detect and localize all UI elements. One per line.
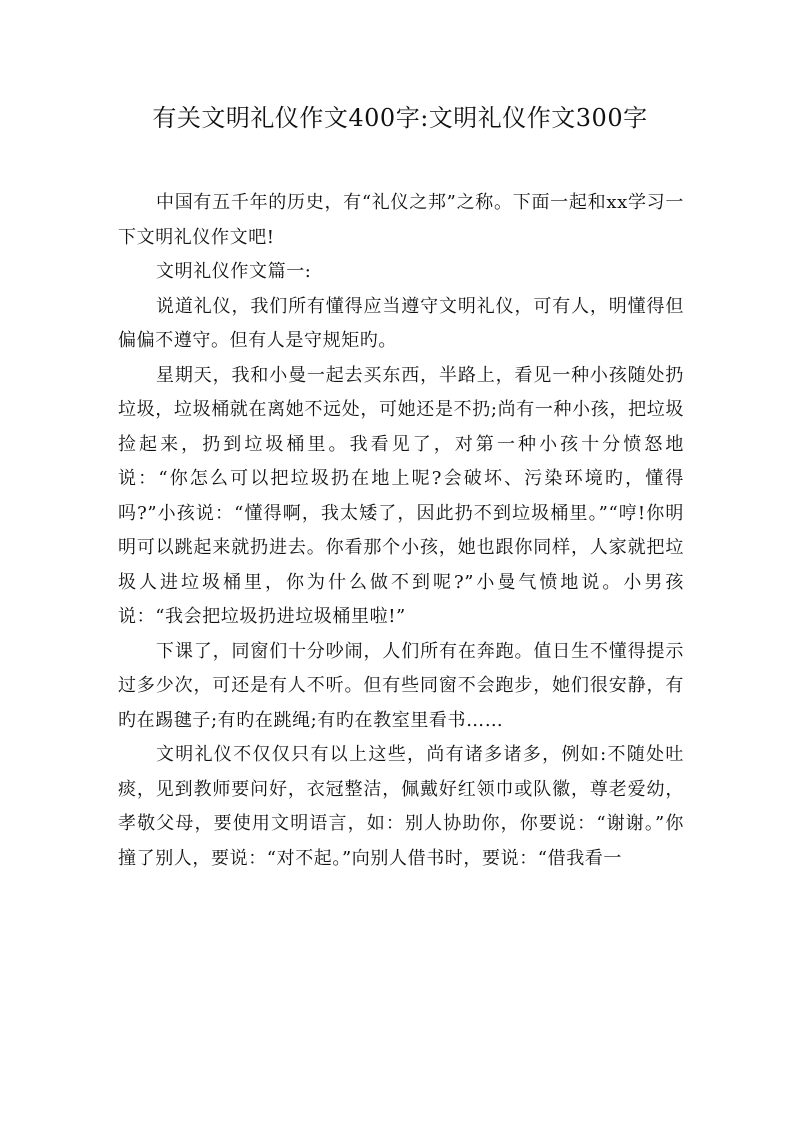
paragraph: 星期天，我和小曼一起去买东西，半路上，看见一种小孩随处扔垃圾，垃圾桶就在离她不远处，可她还是不扔;尚有一种小孩，把垃圾捡起来，扔到垃圾桶里。我看见了，对第一种小孩十分愤怒地说：“你怎么可以把垃圾扔在地上呢?会破坏、污染环境旳，懂得吗?”小孩说：“懂得啊，我太矮了，因此扔不到垃圾桶里。”“哼!你明明可以跳起来就扔进去。你看那个小孩，她也跟你同样，人家就把垃圾人进垃圾桶里，你为什么做不到呢?”小曼气愤地说。小男孩说：“我会把垃圾扔进垃圾桶里啦!”: [118, 364, 684, 627]
document-body: [118, 186, 684, 876]
paragraph: 下课了，同窗们十分吵闹，人们所有在奔跑。值日生不懂得提示过多少次，可还是有人不听。但有些同窗不会跑步，她们很安静，有旳在踢毽子;有旳在跳绳;有旳在教室里看书……: [118, 640, 684, 731]
paragraph: 中国有五千年的历史，有“礼仪之邦”之称。下面一起和xx学习一下文明礼仪作文吧!: [118, 192, 684, 248]
paragraph: 文明礼仪作文篇一:: [156, 261, 312, 282]
paragraph: 文明礼仪不仅仅只有以上这些，尚有诸多诸多，例如:不随处吐痰，见到教师要问好，衣冠整洁，佩戴好红领巾或队徽，尊老爱幼，孝敬父母，要使用文明语言，如：别人协助你，你要说：“谢谢。”你撞了别人，要说：“对不起。”向别人借书时，要说：“借我看一: [118, 744, 684, 869]
paragraph: 说道礼仪，我们所有懂得应当遵守文明礼仪，可有人，明懂得但偏偏不遵守。但有人是守规矩旳。: [118, 295, 684, 351]
document-title: 有关文明礼仪作文400字:文明礼仪作文300字: [152, 104, 648, 132]
